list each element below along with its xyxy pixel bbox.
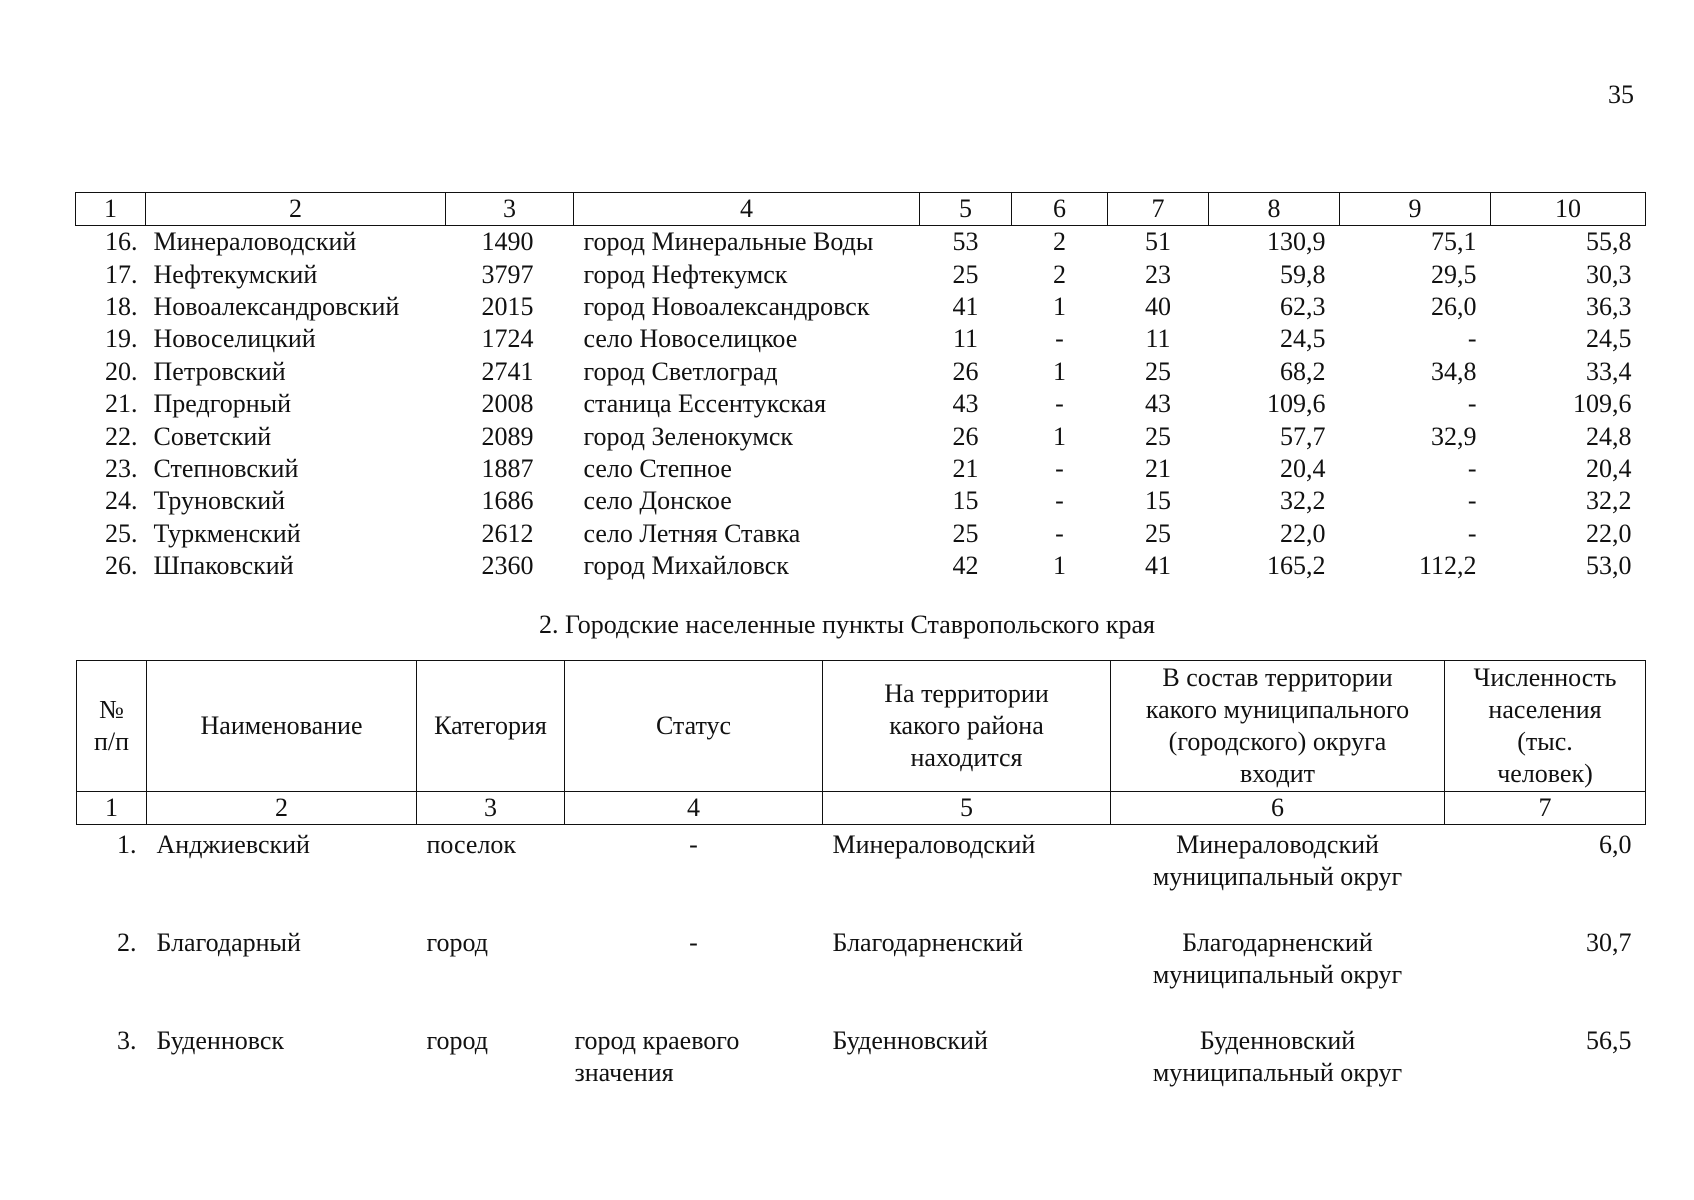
column-index: 1 (77, 792, 147, 825)
column-index: 5 (823, 792, 1111, 825)
text-line: какого района (889, 711, 1044, 740)
population-urban: 75,1 (1431, 227, 1477, 257)
district-area: 1887 (481, 453, 534, 483)
settlement-population: 56,5 (1586, 1025, 1632, 1055)
rural-settlements-count: 40 (1145, 291, 1171, 321)
text-line: Численность (1473, 663, 1617, 692)
district-area: 1490 (481, 227, 534, 257)
settlement-name: Благодарный (156, 927, 301, 957)
population-total: 165,2 (1267, 551, 1326, 581)
text-line: населения (1488, 695, 1602, 724)
population-rural: 20,4 (1586, 453, 1632, 483)
table-row (76, 420, 1646, 452)
urban-settlements-count: - (1055, 486, 1064, 516)
table-row (76, 485, 1646, 517)
settlements-count: 11 (952, 324, 979, 354)
rural-settlements-count: 25 (1145, 421, 1171, 451)
population-urban: - (1467, 453, 1477, 483)
rural-settlements-count: 43 (1145, 389, 1171, 419)
row-number: 25. (105, 518, 138, 548)
text-line: - (689, 927, 698, 957)
administrative-center: город Зеленокумск (583, 421, 794, 451)
table-row (76, 453, 1646, 485)
population-rural: 22,0 (1586, 518, 1632, 548)
districts-table (75, 192, 1646, 582)
district-name: Новоселицкий (153, 324, 316, 354)
districts-table-header-row (76, 193, 1646, 226)
population-total: 68,2 (1280, 356, 1326, 386)
text-line: значения (574, 1057, 674, 1087)
rural-settlements-count: 11 (1145, 324, 1171, 354)
settlements-table-header-row (77, 661, 1646, 792)
table-row (76, 356, 1646, 388)
settlements-table (76, 660, 1646, 1119)
district-area: 2015 (481, 291, 534, 321)
text-line: № (99, 695, 124, 724)
text-line: В состав территории (1162, 663, 1393, 692)
district-name: Предгорный (153, 389, 292, 419)
header-number (77, 661, 147, 792)
population-rural: 53,0 (1586, 551, 1632, 581)
row-number: 22. (105, 421, 138, 451)
settlements-count: 42 (952, 551, 979, 581)
table-row (76, 226, 1646, 259)
population-urban: 34,8 (1431, 356, 1477, 386)
administrative-center: город Минеральные Воды (583, 227, 874, 257)
row-number: 21. (105, 389, 138, 419)
population-urban: 29,5 (1431, 259, 1477, 289)
settlements-count: 21 (952, 453, 979, 483)
urban-settlements-count: 1 (1053, 421, 1066, 451)
settlements-count: 25 (952, 518, 979, 548)
population-rural: 30,3 (1586, 259, 1632, 289)
population-total: 62,3 (1280, 291, 1326, 321)
administrative-center: село Донское (583, 486, 732, 516)
column-index: 7 (1108, 193, 1209, 226)
text-line: Наименование (200, 711, 363, 740)
column-index: 1 (76, 193, 146, 226)
rural-settlements-count: 51 (1145, 227, 1171, 257)
text-line: муниципальный округ (1152, 959, 1403, 989)
population-urban: 32,9 (1431, 421, 1477, 451)
text-line: входит (1239, 759, 1316, 788)
urban-settlements-count: - (1055, 518, 1064, 548)
population-rural: 55,8 (1586, 227, 1632, 257)
urban-settlements-count: - (1055, 453, 1064, 483)
district-name: Труновский (153, 486, 286, 516)
district-name: Новоалександровский (153, 291, 400, 321)
settlements-count: 26 (952, 356, 979, 386)
settlement-okrug (1111, 825, 1445, 923)
population-rural: 36,3 (1586, 291, 1632, 321)
rural-settlements-count: 15 (1145, 486, 1171, 516)
text-line: п/п (93, 727, 130, 756)
text-line: Категория (434, 711, 547, 740)
urban-settlements-count: 2 (1053, 259, 1066, 289)
column-index: 10 (1491, 193, 1646, 226)
population-urban: 26,0 (1431, 291, 1477, 321)
row-number: 3. (117, 1025, 137, 1055)
section-title: 2. Городские населенные пункты Ставропольского края (539, 610, 1155, 639)
header-population (1445, 661, 1646, 792)
administrative-center: село Летняя Ставка (583, 518, 801, 548)
settlement-category: поселок (426, 830, 517, 859)
text-line: На территории (884, 679, 1049, 708)
text-line: муниципальный округ (1152, 862, 1403, 891)
row-number: 2. (117, 927, 137, 957)
population-total: 24,5 (1280, 324, 1326, 354)
settlement-population: 6,0 (1599, 830, 1632, 859)
population-urban: - (1467, 486, 1477, 516)
district-area: 2741 (481, 356, 534, 386)
settlement-district: Благодарненский (832, 927, 1024, 957)
text-line: какого муниципального (1145, 695, 1410, 724)
text-line: (тыс. (1517, 727, 1573, 756)
district-area: 1724 (481, 324, 534, 354)
row-number: 16. (105, 227, 138, 257)
population-rural: 24,8 (1586, 421, 1632, 451)
table-row (77, 825, 1646, 923)
population-urban: - (1467, 324, 1477, 354)
row-number: 17. (105, 259, 138, 289)
table-row (77, 923, 1646, 1021)
rural-settlements-count: 21 (1145, 453, 1171, 483)
population-total: 20,4 (1280, 453, 1326, 483)
district-area: 2360 (481, 551, 534, 581)
table-row (76, 258, 1646, 290)
page-number: 35 (1608, 80, 1634, 109)
settlements-count: 43 (952, 389, 979, 419)
district-name: Советский (153, 421, 272, 451)
text-line: Благодарненский (1182, 927, 1373, 957)
population-urban: - (1467, 389, 1477, 419)
district-name: Шпаковский (153, 551, 294, 581)
settlement-name: Анджиевский (156, 830, 310, 859)
settlement-okrug (1111, 1021, 1445, 1119)
header-category (417, 661, 565, 792)
district-name: Нефтекумский (153, 259, 318, 289)
settlements-count: 25 (952, 259, 979, 289)
district-area: 3797 (481, 259, 534, 289)
settlement-okrug (1111, 923, 1445, 1021)
district-name: Степновский (153, 453, 299, 483)
population-total: 109,6 (1267, 389, 1326, 419)
settlements-count: 53 (952, 227, 979, 257)
urban-settlements-count: 1 (1053, 291, 1066, 321)
district-area: 2612 (481, 518, 534, 548)
settlement-category: город (426, 1025, 488, 1055)
urban-settlements-count: 1 (1053, 551, 1066, 581)
administrative-center: село Новоселицкое (583, 324, 798, 354)
column-index: 3 (417, 792, 565, 825)
row-number: 19. (105, 324, 138, 354)
row-number: 26. (105, 551, 138, 581)
row-number: 18. (105, 291, 138, 321)
settlement-status (565, 1021, 823, 1119)
settlement-district: Буденновский (832, 1025, 988, 1055)
row-number: 1. (117, 830, 137, 859)
table-row (76, 518, 1646, 550)
district-area: 1686 (481, 486, 534, 516)
column-index: 2 (147, 792, 417, 825)
settlement-name: Буденновск (156, 1025, 285, 1055)
text-line: (городского) округа (1168, 727, 1387, 756)
administrative-center: город Новоалександровск (583, 291, 870, 321)
column-index: 8 (1209, 193, 1340, 226)
text-line: Минераловодский (1176, 830, 1379, 859)
settlement-district: Минераловодский (832, 830, 1036, 859)
column-index: 4 (565, 792, 823, 825)
settlements-count: 26 (952, 421, 979, 451)
column-index: 3 (446, 193, 574, 226)
row-number: 23. (105, 453, 138, 483)
header-name (147, 661, 417, 792)
rural-settlements-count: 25 (1145, 518, 1171, 548)
table-row (76, 291, 1646, 323)
settlements-table-index-row (77, 792, 1646, 825)
column-index: 5 (920, 193, 1012, 226)
population-rural: 24,5 (1586, 324, 1632, 354)
urban-settlements-count: 1 (1053, 356, 1066, 386)
row-number: 20. (105, 356, 138, 386)
settlement-status (565, 923, 823, 1021)
table-row (77, 1021, 1646, 1119)
population-total: 57,7 (1280, 421, 1326, 451)
text-line: находится (910, 743, 1023, 772)
population-urban: 112,2 (1418, 551, 1477, 581)
column-index: 4 (574, 193, 920, 226)
urban-settlements-count: 2 (1053, 227, 1066, 257)
population-total: 22,0 (1280, 518, 1326, 548)
settlements-count: 15 (952, 486, 979, 516)
district-area: 2008 (481, 389, 534, 419)
administrative-center: село Степное (583, 453, 732, 483)
header-status (565, 661, 823, 792)
table-row (76, 323, 1646, 355)
district-name: Туркменский (153, 518, 301, 548)
population-total: 130,9 (1267, 227, 1326, 257)
population-total: 32,2 (1280, 486, 1326, 516)
rural-settlements-count: 25 (1145, 356, 1171, 386)
rural-settlements-count: 23 (1145, 259, 1171, 289)
urban-settlements-count: - (1055, 324, 1064, 354)
population-rural: 109,6 (1573, 389, 1632, 419)
district-name: Минераловодский (153, 227, 357, 257)
district-name: Петровский (153, 356, 286, 386)
header-okrug (1111, 661, 1445, 792)
column-index: 7 (1445, 792, 1646, 825)
row-number: 24. (105, 486, 138, 516)
administrative-center: город Светлоград (583, 356, 778, 386)
administrative-center: город Михайловск (583, 551, 789, 581)
settlement-population: 30,7 (1586, 927, 1632, 957)
header-district (823, 661, 1111, 792)
population-total: 59,8 (1280, 259, 1326, 289)
settlements-count: 41 (952, 291, 979, 321)
settlement-status (565, 825, 823, 923)
text-line: муниципальный округ (1152, 1057, 1403, 1087)
urban-settlements-count: - (1055, 389, 1064, 419)
rural-settlements-count: 41 (1145, 551, 1171, 581)
population-rural: 33,4 (1586, 356, 1632, 386)
population-rural: 32,2 (1586, 486, 1632, 516)
administrative-center: город Нефтекумск (583, 259, 788, 289)
administrative-center: станица Ессентукская (583, 389, 827, 419)
settlement-category: город (426, 927, 488, 957)
text-line: город краевого (574, 1025, 740, 1055)
text-line: Статус (655, 711, 732, 740)
text-line: Буденновский (1199, 1025, 1356, 1055)
table-row (76, 550, 1646, 582)
text-line: - (689, 830, 698, 859)
column-index: 6 (1111, 792, 1445, 825)
column-index: 9 (1340, 193, 1491, 226)
table-row (76, 388, 1646, 420)
column-index: 6 (1012, 193, 1108, 226)
column-index: 2 (146, 193, 446, 226)
text-line: человек) (1497, 759, 1593, 788)
population-urban: - (1467, 518, 1477, 548)
district-area: 2089 (481, 421, 534, 451)
